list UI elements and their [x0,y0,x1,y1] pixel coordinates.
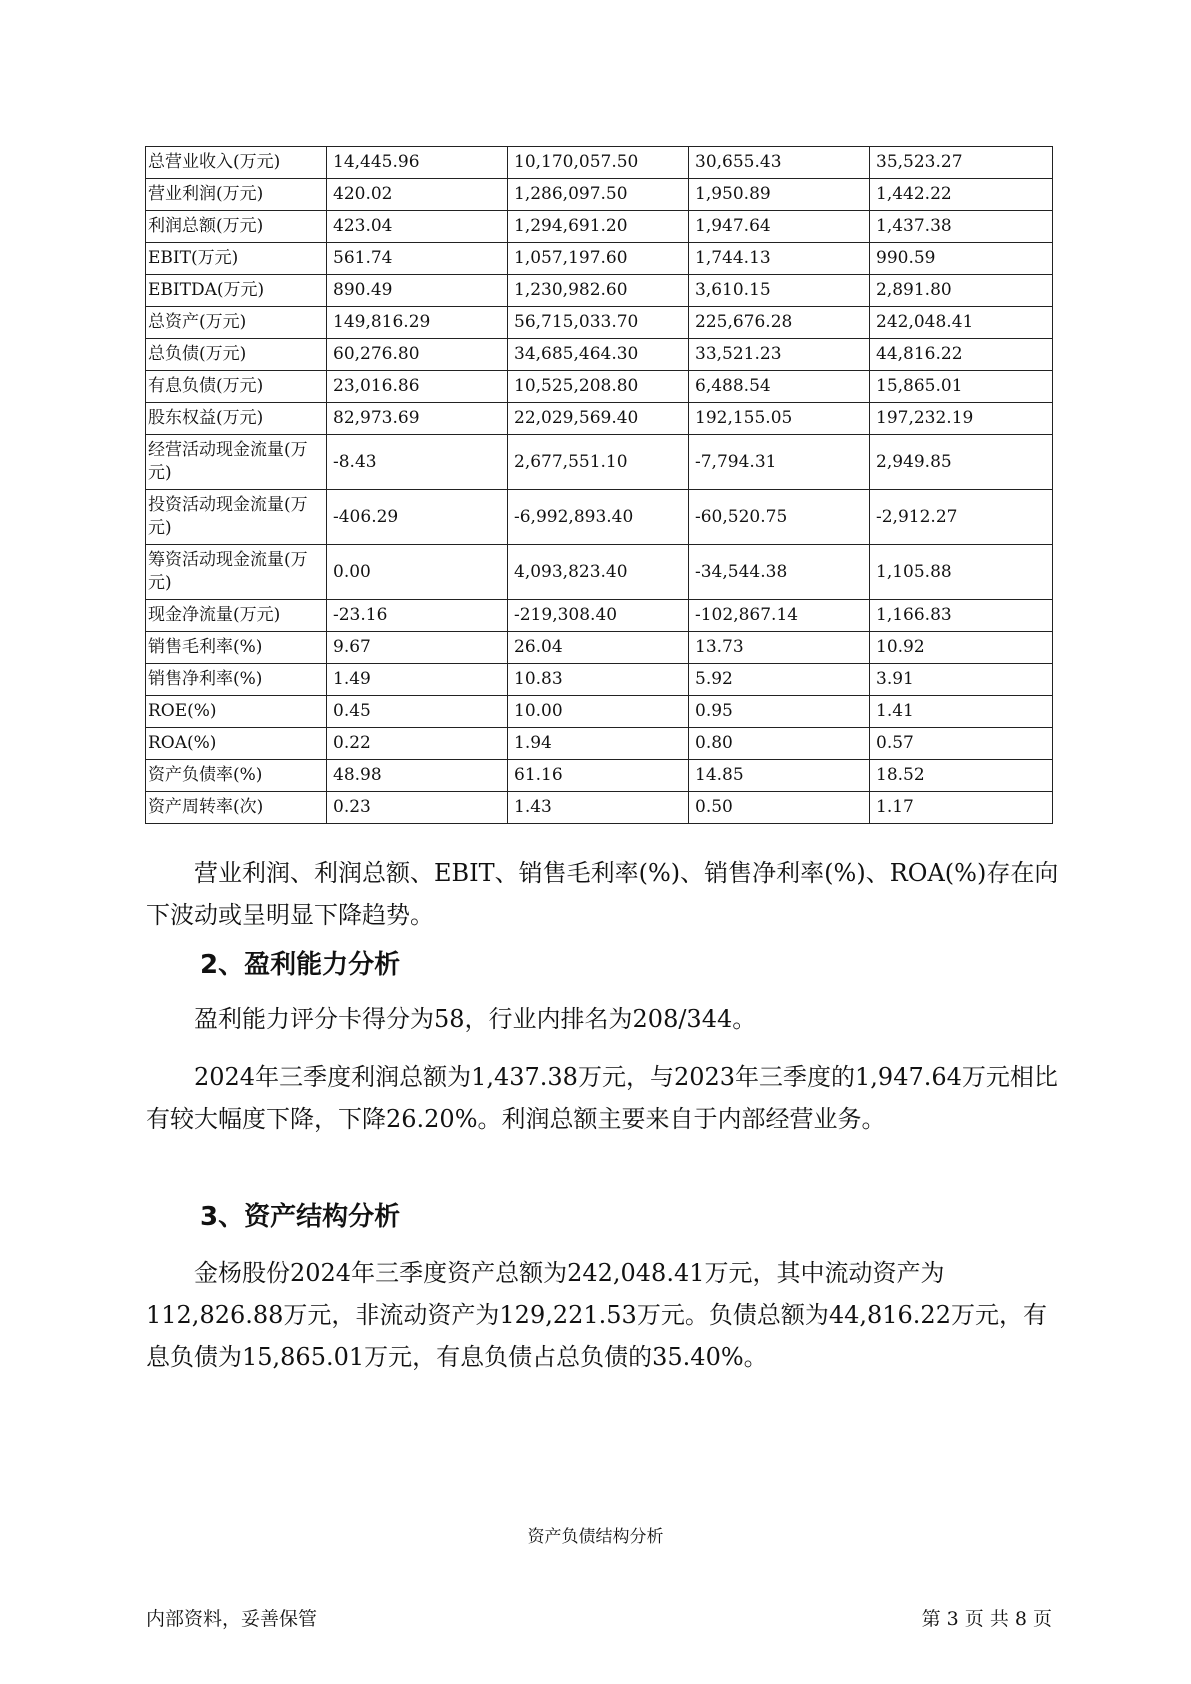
metric-value-cell: 14,445.96 [327,147,508,179]
metric-value-cell: 10,525,208.80 [508,371,689,403]
table-row [146,600,1053,632]
metric-value-cell: 2,949.85 [870,435,1053,490]
metric-value-cell: 35,523.27 [870,147,1053,179]
metric-value-cell: 3,610.15 [689,275,870,307]
metric-value-cell: 44,816.22 [870,339,1053,371]
metric-label-cell: EBIT(万元) [146,243,327,275]
metric-value-cell: 0.23 [327,792,508,824]
table-row [146,728,1053,760]
metric-value-cell: 1,950.89 [689,179,870,211]
table-row [146,632,1053,664]
metric-value-cell: 5.92 [689,664,870,696]
figure-caption: 资产负债结构分析 [527,1527,664,1547]
metric-value-cell: 890.49 [327,275,508,307]
section-2-heading: 2、盈利能力分析 [200,950,401,980]
table-row [146,490,1053,545]
metric-value-cell: 0.00 [327,545,508,600]
metric-label-cell: 筹资活动现金流量(万元) [146,545,327,600]
metric-label-cell: ROA(%) [146,728,327,760]
table-row [146,760,1053,792]
metric-value-cell: 3.91 [870,664,1053,696]
metric-value-cell: -34,544.38 [689,545,870,600]
metric-value-cell: 18.52 [870,760,1053,792]
metric-value-cell: 26.04 [508,632,689,664]
section-2-score-paragraph: 盈利能力评分卡得分为58，行业内排名为208/344。 [194,1005,757,1033]
metric-value-cell: 13.73 [689,632,870,664]
table-row [146,664,1053,696]
metric-value-cell: 990.59 [870,243,1053,275]
metric-label-cell: ROE(%) [146,696,327,728]
metric-label-cell: 总营业收入(万元) [146,147,327,179]
metric-value-cell: -7,794.31 [689,435,870,490]
metric-value-cell: 1,947.64 [689,211,870,243]
metric-value-cell: 0.80 [689,728,870,760]
metric-value-cell: 242,048.41 [870,307,1053,339]
section-3-heading: 3、资产结构分析 [200,1202,401,1232]
metric-label-cell: 销售毛利率(%) [146,632,327,664]
metric-value-cell: 9.67 [327,632,508,664]
metric-label-cell: 利润总额(万元) [146,211,327,243]
metric-value-cell: 561.74 [327,243,508,275]
table-row [146,435,1053,490]
metric-label-cell: 销售净利率(%) [146,664,327,696]
financial-metrics-table [145,146,1053,824]
metric-value-cell: -23.16 [327,600,508,632]
metric-value-cell: -219,308.40 [508,600,689,632]
metric-value-cell: 1.49 [327,664,508,696]
metric-value-cell: 10.83 [508,664,689,696]
metric-value-cell: 1,166.83 [870,600,1053,632]
metric-value-cell: 1,294,691.20 [508,211,689,243]
metric-value-cell: 1,437.38 [870,211,1053,243]
metric-value-cell: 1,286,097.50 [508,179,689,211]
metric-label-cell: 有息负债(万元) [146,371,327,403]
metric-value-cell: 1.94 [508,728,689,760]
table-row [146,211,1053,243]
metric-value-cell: 56,715,033.70 [508,307,689,339]
metric-value-cell: 1,442.22 [870,179,1053,211]
metric-value-cell: 1,744.13 [689,243,870,275]
table-row [146,307,1053,339]
metric-value-cell: 4,093,823.40 [508,545,689,600]
metric-label-cell: 资产负债率(%) [146,760,327,792]
metric-value-cell: -60,520.75 [689,490,870,545]
metric-value-cell: 23,016.86 [327,371,508,403]
table-row [146,179,1053,211]
metric-label-cell: 投资活动现金流量(万元) [146,490,327,545]
metric-value-cell: 82,973.69 [327,403,508,435]
table-row [146,696,1053,728]
metric-value-cell: -102,867.14 [689,600,870,632]
metric-value-cell: 10,170,057.50 [508,147,689,179]
table-row [146,243,1053,275]
metric-value-cell: 197,232.19 [870,403,1053,435]
metric-value-cell: 149,816.29 [327,307,508,339]
table-row [146,371,1053,403]
metric-value-cell: 1.17 [870,792,1053,824]
metric-value-cell: 1,230,982.60 [508,275,689,307]
metric-value-cell: 1.43 [508,792,689,824]
footer-confidential-note: 内部资料，妥善保管 [146,1608,318,1630]
metric-label-cell: 资产周转率(次) [146,792,327,824]
metric-value-cell: 6,488.54 [689,371,870,403]
metric-value-cell: -8.43 [327,435,508,490]
metric-value-cell: -6,992,893.40 [508,490,689,545]
metric-value-cell: 1,105.88 [870,545,1053,600]
metric-value-cell: 225,676.28 [689,307,870,339]
table-row [146,403,1053,435]
metric-value-cell: 10.92 [870,632,1053,664]
metric-value-cell: 1,057,197.60 [508,243,689,275]
metric-value-cell: 2,677,551.10 [508,435,689,490]
metric-value-cell: 34,685,464.30 [508,339,689,371]
metric-value-cell: 192,155.05 [689,403,870,435]
table-row [146,275,1053,307]
section-2-profit-paragraph: 2024年三季度利润总额为1,437.38万元，与2023年三季度的1,947.64万元相比有较大幅度下降，下降26.20%。利润总额主要来自于内部经营业务。 [146,1063,1058,1133]
metric-label-cell: 总资产(万元) [146,307,327,339]
metric-value-cell: 423.04 [327,211,508,243]
footer-page-number: 第 3 页 共 8 页 [921,1608,1052,1630]
table-row [146,147,1053,179]
trend-note-paragraph: 营业利润、利润总额、EBIT、销售毛利率(%)、销售净利率(%)、ROA(%)存在向下波动或呈明显下降趋势。 [146,859,1059,929]
metric-value-cell: -2,912.27 [870,490,1053,545]
metric-value-cell: 33,521.23 [689,339,870,371]
metric-value-cell: 0.57 [870,728,1053,760]
metric-value-cell: 10.00 [508,696,689,728]
metric-value-cell: -406.29 [327,490,508,545]
metric-value-cell: 15,865.01 [870,371,1053,403]
metric-value-cell: 0.45 [327,696,508,728]
metric-label-cell: EBITDA(万元) [146,275,327,307]
metric-value-cell: 0.22 [327,728,508,760]
metric-value-cell: 60,276.80 [327,339,508,371]
metric-label-cell: 总负债(万元) [146,339,327,371]
metric-value-cell: 1.41 [870,696,1053,728]
metric-value-cell: 22,029,569.40 [508,403,689,435]
metric-value-cell: 14.85 [689,760,870,792]
metric-value-cell: 0.50 [689,792,870,824]
metric-value-cell: 30,655.43 [689,147,870,179]
metric-value-cell: 48.98 [327,760,508,792]
metric-value-cell: 420.02 [327,179,508,211]
metric-label-cell: 现金净流量(万元) [146,600,327,632]
metric-value-cell: 2,891.80 [870,275,1053,307]
metric-label-cell: 营业利润(万元) [146,179,327,211]
metric-label-cell: 股东权益(万元) [146,403,327,435]
table-row [146,339,1053,371]
table-row [146,545,1053,600]
section-3-asset-paragraph: 金杨股份2024年三季度资产总额为242,048.41万元，其中流动资产为112,826.88万元，非流动资产为129,221.53万元。负债总额为44,816.22万元，有息负债为15,865.01万元，有息负债占总负债的35.40%。 [146,1259,1047,1371]
metric-value-cell: 0.95 [689,696,870,728]
metric-value-cell: 61.16 [508,760,689,792]
metric-label-cell: 经营活动现金流量(万元) [146,435,327,490]
table-row [146,792,1053,824]
